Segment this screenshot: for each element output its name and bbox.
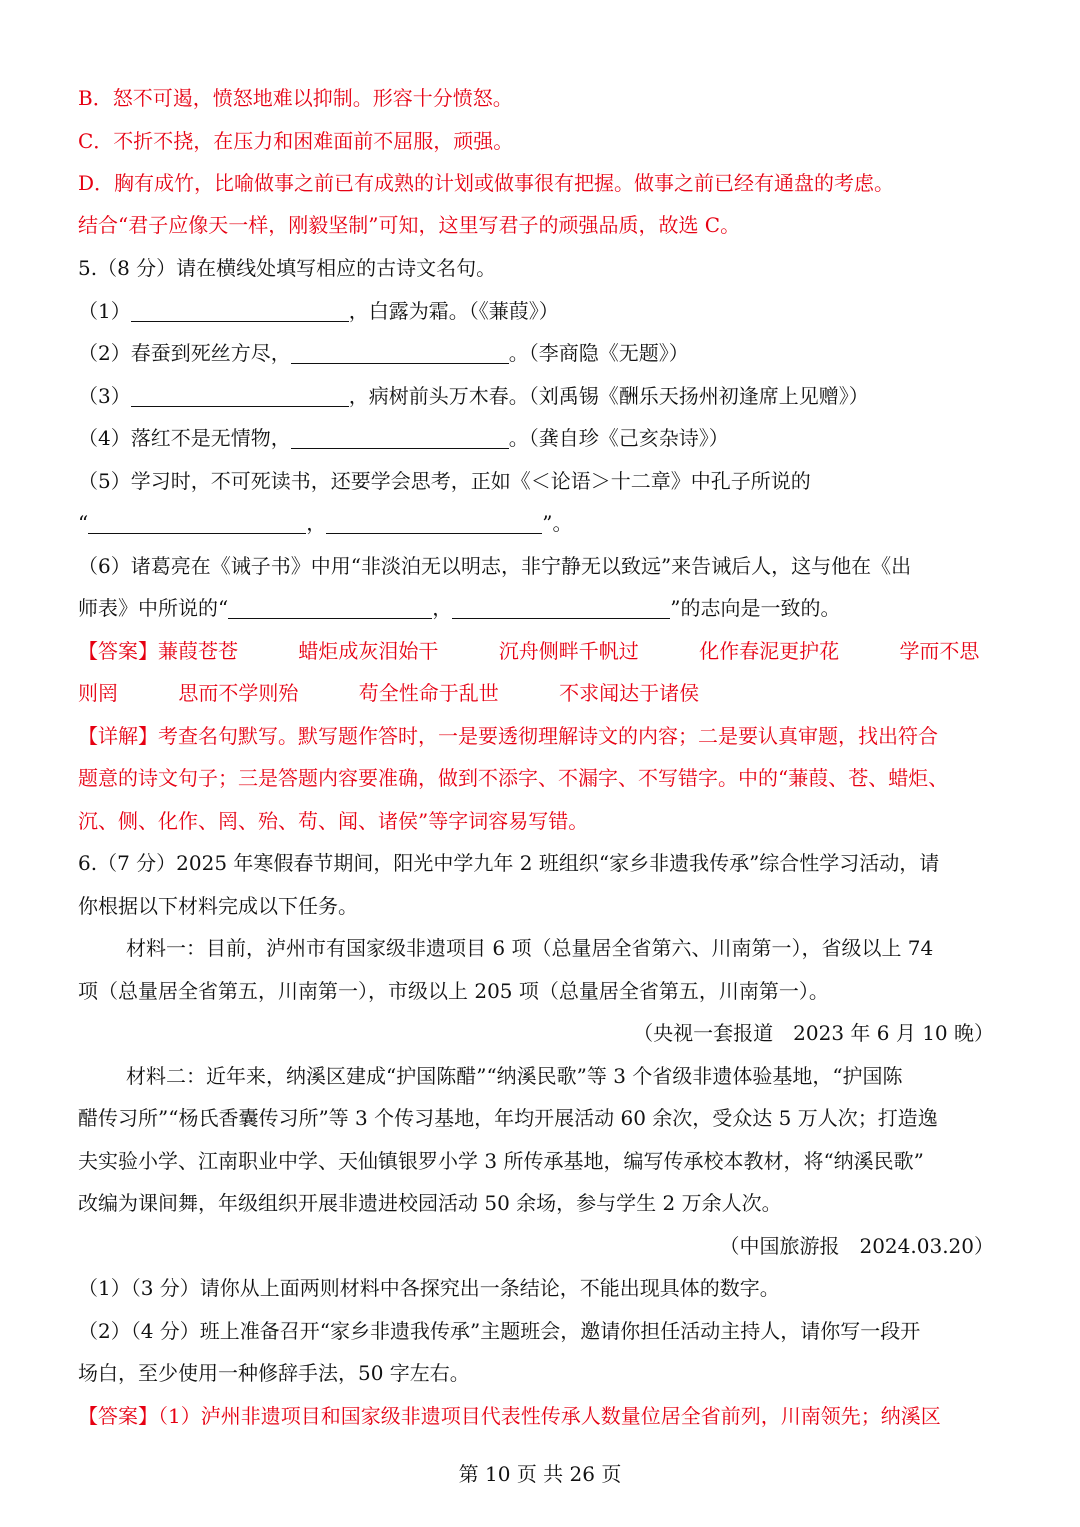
q6-task-2-line1: （2）（4 分）班上准备召开“家乡非遗我传承”主题班会，邀请你担任活动主持人，请你写一段开 xyxy=(78,1319,921,1343)
q5-detail-line2: 题意的诗文句子；三是答题内容要准确，做到不添字、不漏字、不写错字。中的“蒹葭、苍、蜡炬、 xyxy=(78,766,949,790)
answer-blank[interactable] xyxy=(326,511,542,534)
answer-blank[interactable] xyxy=(228,596,432,619)
q5-item-5-line1: （5）学习时，不可死读书，还要学会思考，正如《＜论语＞十二章》中孔子所说的 xyxy=(78,469,811,493)
option-d-explanation: D．胸有成竹，比喻做事之前已有成熟的计划或做事很有把握。做事之前已经有通盘的考虑。 xyxy=(78,171,895,195)
material-2-line3: 夫实验小学、江南职业中学、天仙镇银罗小学 3 所传承基地，编写传承校本教材，将“纳溪民歌” xyxy=(78,1149,924,1173)
answer-blank[interactable] xyxy=(291,341,509,364)
q5-item-5-line2: “ ， ”。 xyxy=(78,511,573,535)
answer-blank[interactable] xyxy=(131,384,349,407)
detail-label: 【详解】 xyxy=(78,724,158,748)
material-1-source: （央视一套报道 2023 年 6 月 10 晚） xyxy=(633,1021,994,1045)
explanation-conclusion: 结合“君子应像天一样，刚毅坚制”可知，这里写君子的顽强品质，故选 C。 xyxy=(78,213,741,237)
q5-title: 5.（8 分）请在横线处填写相应的古诗文名句。 xyxy=(78,256,497,280)
q5-detail-line3: 沉、侧、化作、罔、殆、苟、闻、诸侯”等字词容易写错。 xyxy=(78,809,589,833)
q6-title-line1: 6.（7 分）2025 年寒假春节期间，阳光中学九年 2 班组织“家乡非遗我传承”综合性学习活动，请 xyxy=(78,851,940,875)
answer-blank[interactable] xyxy=(452,596,670,619)
q5-detail-line1: 【详解】考查名句默写。默写题作答时，一是要透彻理解诗文的内容；二是要认真审题，找出符合 xyxy=(78,724,938,748)
answer-blank[interactable] xyxy=(291,426,509,449)
material-2-line4: 改编为课间舞，年级组织开展非遗进校园活动 50 余场，参与学生 2 万余人次。 xyxy=(78,1191,782,1215)
q5-item-3: （3） ，病树前头万木春。（刘禹锡《酬乐天扬州初逢席上见赠》） xyxy=(78,384,869,408)
q5-item-2: （2）春蚕到死丝方尽， 。（李商隐《无题》） xyxy=(78,341,689,365)
q6-task-2-line2: 场白，至少使用一种修辞手法，50 字左右。 xyxy=(78,1361,470,1385)
material-2-source: （中国旅游报 2024.03.20） xyxy=(719,1234,994,1258)
option-b-explanation: B．怒不可遏，愤怒地难以抑制。形容十分愤怒。 xyxy=(78,86,513,110)
q6-title-line2: 你根据以下材料完成以下任务。 xyxy=(78,894,358,918)
q6-answer-line1: 【答案】（1）泸州非遗项目和国家级非遗项目代表性传承人数量位居全省前列，川南领先；纳溪区 xyxy=(78,1404,941,1428)
q5-item-6-line2: 师表》中所说的“ ， ”的志向是一致的。 xyxy=(78,596,841,620)
q5-item-6-line1: （6）诸葛亮在《诫子书》中用“非淡泊无以明志，非宁静无以致远”来告诫后人，这与他在《出 xyxy=(78,554,912,578)
q5-item-4: （4）落红不是无情物， 。（龚自珍《己亥杂诗》） xyxy=(78,426,729,450)
answer-blank[interactable] xyxy=(88,511,306,534)
answer-label: 【答案】 xyxy=(78,1404,158,1428)
material-2-line1: 材料二：近年来，纳溪区建成“护国陈醋”“纳溪民歌”等 3 个省级非遗体验基地，“护国陈 xyxy=(126,1064,903,1088)
material-1-line1: 材料一：目前，泸州市有国家级非遗项目 6 项（总量居全省第六、川南第一），省级以上 74 xyxy=(126,936,934,960)
material-2-line2: 醋传习所”“杨氏香囊传习所”等 3 个传习基地，年均开展活动 60 余次，受众达 5 万人次；打造逸 xyxy=(78,1106,938,1130)
material-1-line2: 项（总量居全省第五，川南第一），市级以上 205 项（总量居全省第五，川南第一）。 xyxy=(78,979,829,1003)
answer-label: 【答案】 xyxy=(78,639,158,663)
q5-answer-line1: 【答案】蒹葭苍苍 蜡炬成灰泪始干 沉舟侧畔千帆过 化作春泥更护花 学而不思 xyxy=(78,639,980,663)
page-footer: 第 10 页 共 26 页 xyxy=(458,1462,622,1486)
answer-blank[interactable] xyxy=(131,299,349,322)
option-c-explanation: C．不折不挠，在压力和困难面前不屈服，顽强。 xyxy=(78,129,514,153)
q6-task-1: （1）（3 分）请你从上面两则材料中各探究出一条结论，不能出现具体的数字。 xyxy=(78,1276,780,1300)
q5-answer-line2: 则罔 思而不学则殆 苟全性命于乱世 不求闻达于诸侯 xyxy=(78,681,700,705)
q5-item-1: （1） ，白露为霜。（《蒹葭》） xyxy=(78,299,559,323)
